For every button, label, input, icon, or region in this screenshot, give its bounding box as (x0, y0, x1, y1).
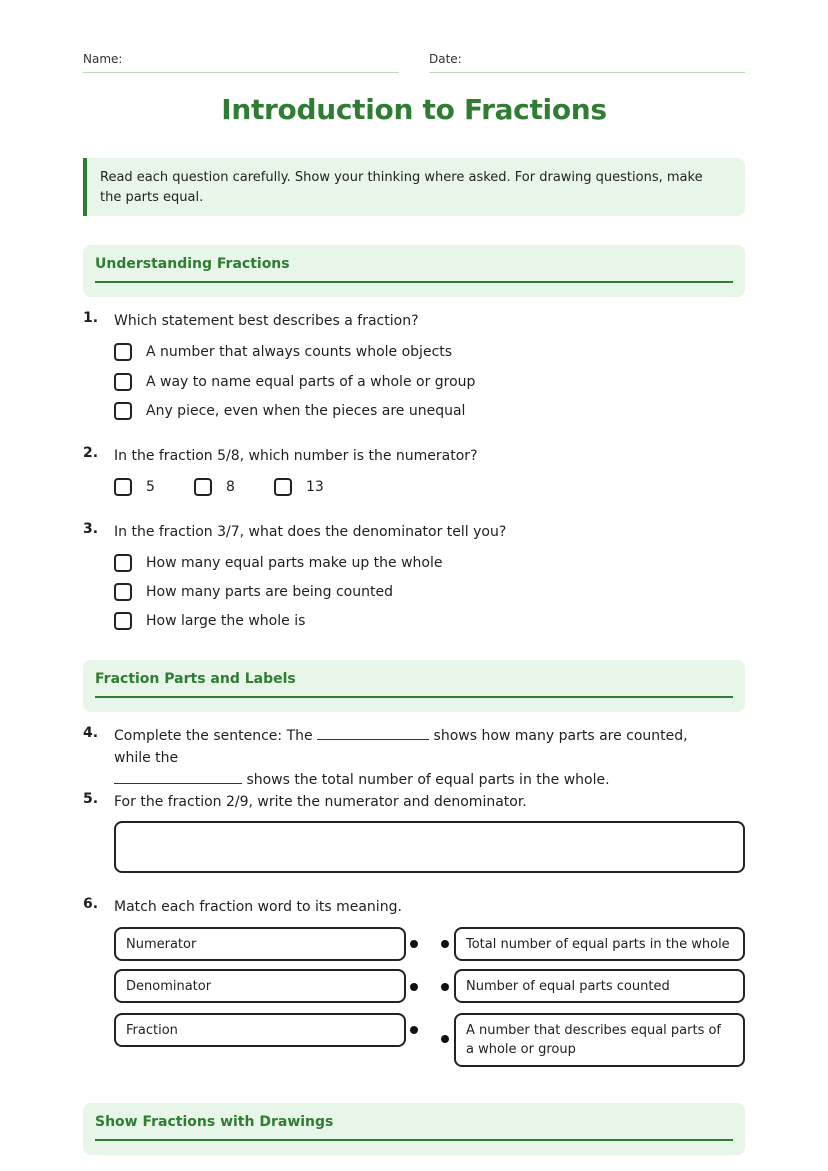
sentence-part-3: shows the total number of equal parts in the whole. (246, 772, 610, 788)
checkbox[interactable] (114, 478, 132, 496)
question-number: 5. (83, 791, 99, 807)
question-text (114, 725, 724, 791)
section-header-parts-labels (83, 660, 745, 712)
blank-denominator[interactable] (114, 769, 242, 784)
date-field[interactable] (429, 52, 745, 66)
match-dot-right-3[interactable] (441, 1035, 449, 1043)
match-dot-right-2[interactable] (441, 983, 449, 991)
match-dot-left-1[interactable] (410, 940, 418, 948)
question-text: Match each fraction word to its meaning. (114, 899, 402, 915)
checkbox[interactable] (114, 402, 132, 420)
checkbox[interactable] (114, 373, 132, 391)
checkbox[interactable] (114, 343, 132, 361)
question-text: In the fraction 3/7, what does the denominator tell you? (114, 524, 507, 540)
answer-box[interactable] (114, 821, 745, 873)
section-header-drawings (83, 1103, 745, 1155)
instructions-box: Read each question carefully. Show your thinking where asked. For drawing questions, make the parts equal. (83, 158, 745, 216)
option-label: 8 (226, 479, 235, 495)
question-number: 1. (83, 310, 99, 326)
section-title: Fraction Parts and Labels (95, 671, 296, 687)
name-line (83, 72, 399, 73)
match-dot-left-3[interactable] (410, 1026, 418, 1034)
worksheet-title: Introduction to Fractions (221, 93, 607, 126)
option-label: 5 (146, 479, 155, 495)
option-label: A number that always counts whole objects (146, 344, 453, 360)
date-line (429, 72, 745, 73)
match-right-total-parts[interactable]: Total number of equal parts in the whole (454, 927, 745, 961)
match-left-numerator[interactable]: Numerator (114, 927, 406, 961)
sentence-part-2: shows how many parts are counted, while the (114, 728, 688, 766)
option-label: How large the whole is (146, 613, 306, 629)
question-text: Which statement best describes a fraction? (114, 313, 419, 329)
section-header-understanding (83, 245, 745, 297)
option-label: How many equal parts make up the whole (146, 555, 443, 571)
sentence-part-1: Complete the sentence: The (114, 728, 313, 744)
question-text: For the fraction 2/9, write the numerator and denominator. (114, 794, 527, 810)
match-right-fraction-meaning[interactable]: A number that describes equal parts of a whole or group (454, 1013, 745, 1067)
match-dot-left-2[interactable] (410, 983, 418, 991)
name-label: Name: (83, 52, 123, 66)
checkbox[interactable] (274, 478, 292, 496)
match-dot-right-1[interactable] (441, 940, 449, 948)
checkbox[interactable] (114, 583, 132, 601)
match-left-denominator[interactable]: Denominator (114, 969, 406, 1003)
option-label: Any piece, even when the pieces are unequal (146, 403, 466, 419)
blank-numerator[interactable] (317, 725, 429, 740)
section-title: Understanding Fractions (95, 256, 290, 272)
question-number: 3. (83, 521, 99, 537)
section-rule (95, 1139, 733, 1141)
section-rule (95, 696, 733, 698)
question-number: 2. (83, 445, 99, 461)
option-label: How many parts are being counted (146, 584, 393, 600)
match-right-parts-counted[interactable]: Number of equal parts counted (454, 969, 745, 1003)
checkbox[interactable] (194, 478, 212, 496)
name-date-row (83, 52, 745, 74)
section-rule (95, 281, 733, 283)
option-label: 13 (306, 479, 324, 495)
option-label: A way to name equal parts of a whole or group (146, 374, 476, 390)
match-left-fraction[interactable]: Fraction (114, 1013, 406, 1047)
checkbox[interactable] (114, 612, 132, 630)
name-field[interactable] (83, 52, 399, 66)
question-text: In the fraction 5/8, which number is the numerator? (114, 448, 478, 464)
date-label: Date: (429, 52, 462, 66)
checkbox[interactable] (114, 554, 132, 572)
question-number: 6. (83, 896, 99, 912)
question-number: 4. (83, 725, 99, 741)
section-title: Show Fractions with Drawings (95, 1114, 334, 1130)
